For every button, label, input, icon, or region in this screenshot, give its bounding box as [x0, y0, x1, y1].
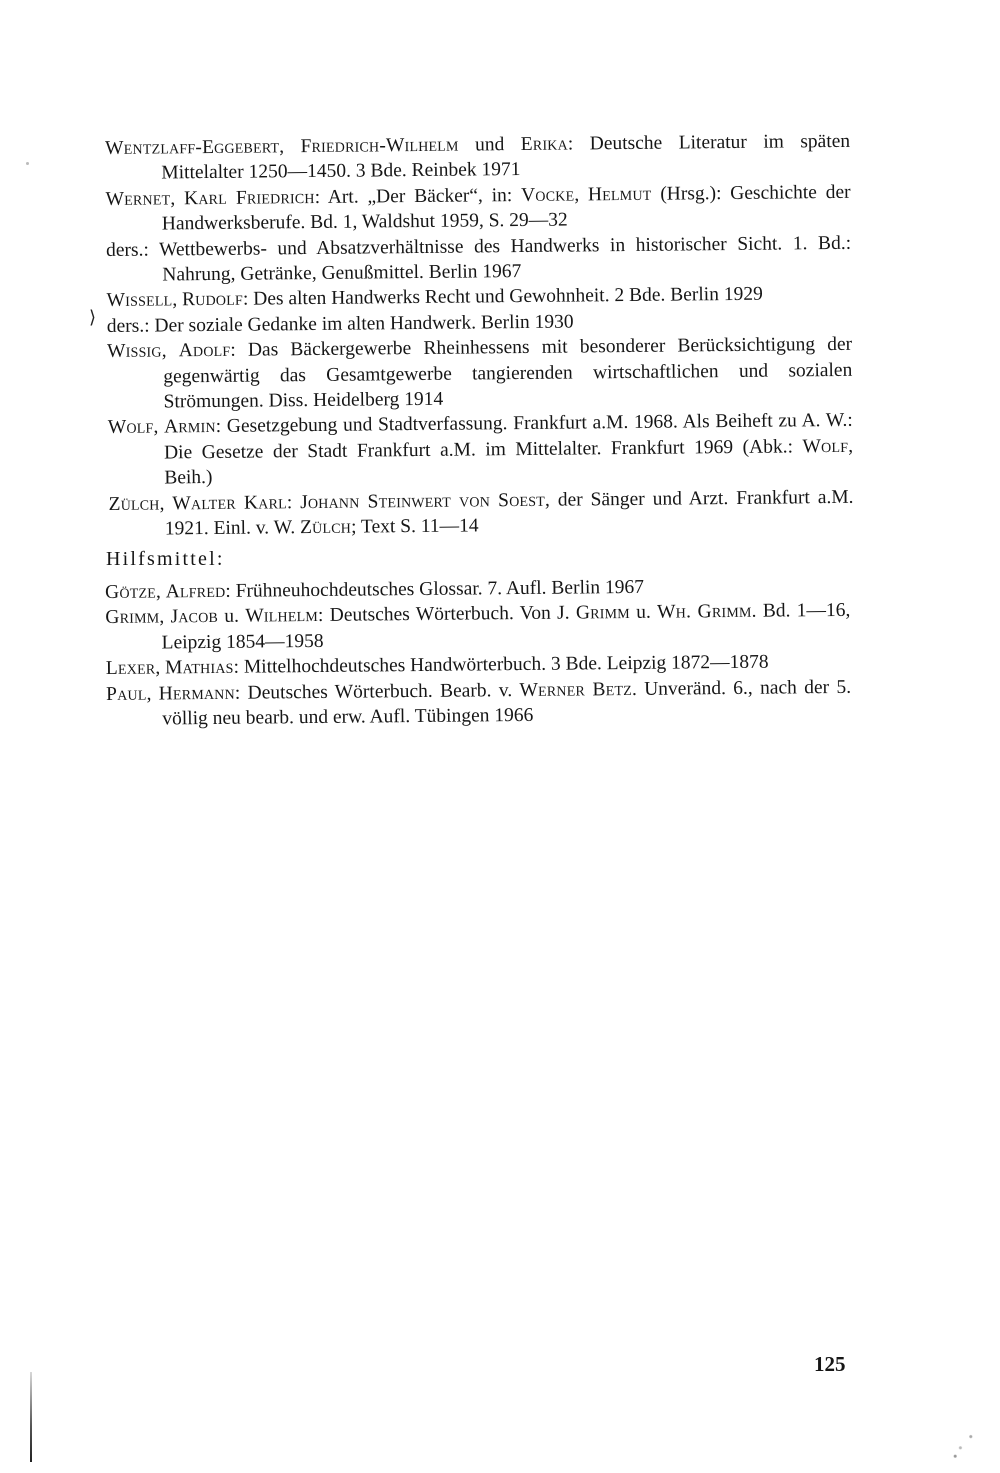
- margin-marker: ⟩: [89, 307, 97, 327]
- bib-entry-paul: Paul, Hermann: Deutsches Wörterbuch. Bearb. v. Werner Betz. Unveränd. 6., nach der 5. völlig neu bearb. und erw. Aufl. Tübingen 1966: [105, 676, 852, 730]
- scan-specks: [950, 1431, 976, 1459]
- bib-entry-zuelch: Zülch, Walter Karl: Johann Steinwert von Soest, der Sänger und Arzt. Frankfurt a.M. 1921. Einl. v. W. Zülch; Text S. 11—14: [108, 486, 854, 540]
- scan-speck: [26, 162, 29, 165]
- bib-entry-wissell-ders: ders.: Der soziale Gedanke im alten Handwerk. Berlin 1930: [106, 311, 574, 337]
- binding-edge-line: [30, 1372, 32, 1462]
- bib-entry-wolf: Wolf, Armin: Gesetzgebung und Stadtverfassung. Frankfurt a.M. 1968. Als Beiheft zu A. W.: Die Gesetze der Stadt Frankfurt a.M. im Mittelalter. Frankfurt 1969 (Abk.: Wolf, Beih.): [107, 410, 854, 489]
- reference-works-list: [105, 573, 851, 733]
- bib-entry-goetze: Götze, Alfred: Frühneuhochdeutsches Glossar. 7. Aufl. Berlin 1967: [105, 576, 645, 603]
- bib-entry-wernet: Wernet, Karl Friedrich: Art. „Der Bäcker“, in: Vocke, Helmut (Hrsg.): Geschichte der Handwerksberufe. Bd. 1, Waldshut 1959, S. 29—32: [105, 181, 851, 235]
- bib-entry-wentzlaff-eggebert: Wentzlaff-Eggebert, Friedrich-Wilhelm und Erika: Deutsche Literatur im späten Mittelalter 1250—1450. 3 Bde. Reinbek 1971: [105, 130, 851, 184]
- bib-entry-wissell: Wissell, Rudolf: Des alten Handwerks Recht und Gewohnheit. 2 Bde. Berlin 1929: [106, 284, 763, 312]
- page-number: 125: [814, 1352, 846, 1376]
- bib-entry-wernet-ders: ders.: Wettbewerbs- und Absatzverhältnisse des Handwerks in historischer Sicht. 1. Bd.: Nahrung, Getränke, Genußmittel. Berlin 1967: [105, 232, 852, 286]
- section-heading: Hilfsmittel:: [106, 548, 225, 570]
- bib-entry-wissig: Wissig, Adolf: Das Bäckergewerbe Rheinhessens mit besonderer Berücksichtigung der gegenwärtig das Gesamtgewerbe tangierenden wirtschaftlichen und sozialen Strömungen. Diss. Heidelberg 1914: [106, 334, 853, 413]
- bib-entry-grimm: Grimm, Jacob u. Wilhelm: Deutsches Wörterbuch. Von J. Grimm u. Wh. Grimm. Bd. 1—16, Leipzig 1854—1958: [105, 600, 851, 654]
- bib-entry-lexer: Lexer, Mathias: Mittelhochdeutsches Handwörterbuch. 3 Bde. Leipzig 1872—1878: [105, 651, 769, 680]
- bibliography-list: [105, 129, 854, 543]
